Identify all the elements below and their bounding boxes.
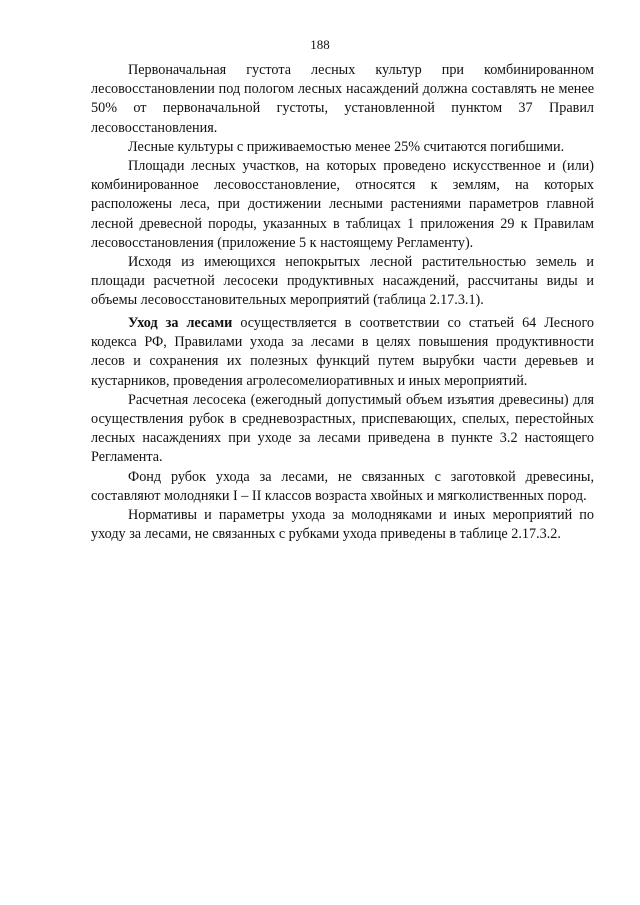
paragraph-thinning-fund: Фонд рубок ухода за лесами, не связанных с заготовкой древесины, составляют молодняки I – II классов возраста хвойных и мягколиственных пород. [91,468,594,504]
forest-care-intro-text: осуществляется в соответствии со статьей 64 Лесного кодекса РФ, Правилами ухода за лесами в целях повышения продуктивности лесов и сохранения их полезных функций путем вырубки части деревьев и кустарников, проведения агролесомелиоративных и иных мероприятий. [91,315,595,389]
paragraph-care-standards: Нормативы и параметры ухода за молодняками и иных мероприятий по уходу за лесами, не связанных с рубками ухода приведены в таблице 2.17.3.2. [91,507,594,543]
forest-care-section [91,314,594,544]
page-number: 188 [310,37,330,52]
paragraph-allowable-cut: Расчетная лесосека (ежегодный допустимый объем изъятия древесины) для осуществления рубок в средневозрастных, приспевающих, спелых, перестойных лесных насаждениях при уходе за лесами приведена в пункте 3.2 настоящего Регламента. [91,391,594,466]
paragraph-survival-rate: Лесные культуры с приживаемостью менее 25% считаются погибшими. [128,138,565,155]
forest-care-term: Уход за лесами [128,315,233,331]
paragraph-initial-density: Первоначальная густота лесных культур при комбинированном лесовосстановлении под пологом лесных насаждений должна составлять не менее 50% от первоначальной густоты, установленной пунктом 37 Правил лесовосстановления. [91,62,594,136]
reforestation-section [91,61,594,311]
paragraph-forest-land-status: Площади лесных участков, на которых проведено искусственное и (или) комбинированное лесовосстановление, относятся к землям, на которых расположены леса, при достижении лесными растениями параметров главной лесной древесной породы, указанных в таблицах 1 приложения 29 к Правилам лесовосстановления (приложение 5 к настоящему Регламенту). [91,158,594,251]
paragraph-reforestation-volumes: Исходя из имеющихся непокрытых лесной растительностью земель и площади расчетной лесосеки продуктивных насаждений, рассчитаны виды и объемы лесовосстановительных мероприятий (таблица 2.17.3.1). [91,254,594,309]
paragraph-forest-care-intro [91,314,594,391]
